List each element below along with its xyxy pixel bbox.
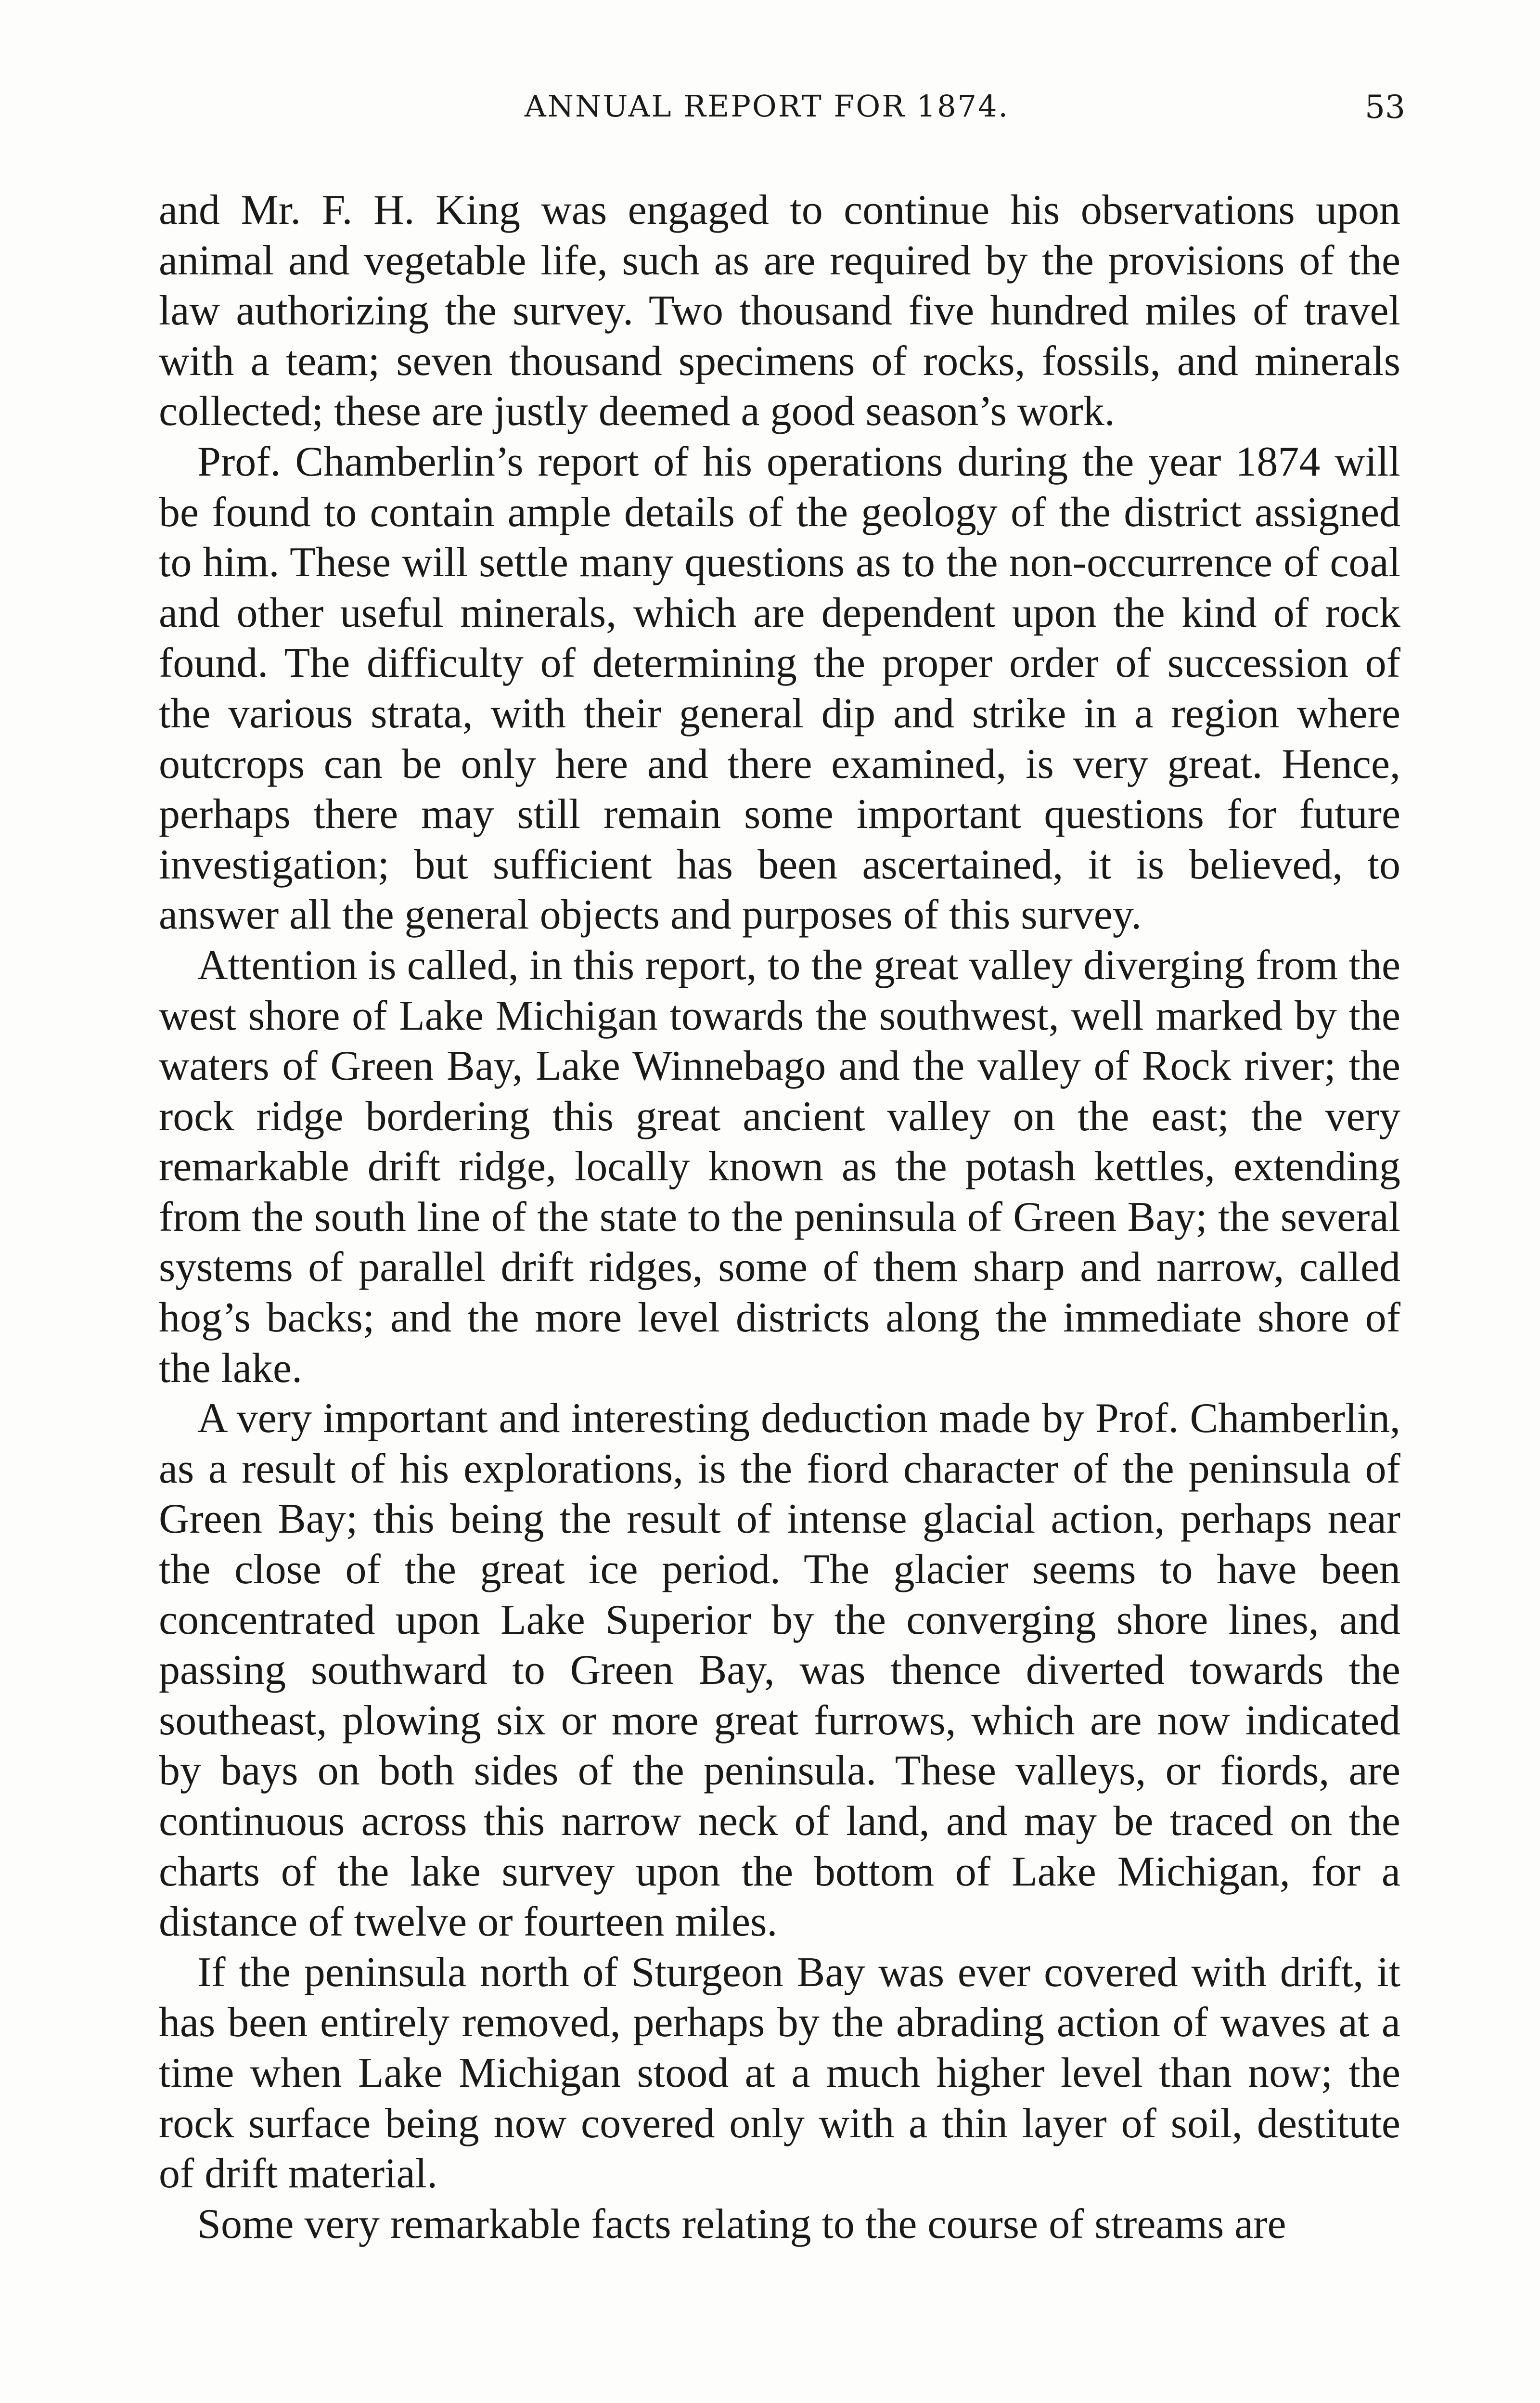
paragraph-fiord-deduction: A very important and interesting deduction made by Prof. Chamberlin, as a result of his explorations, is the fiord character of the peninsula of Green Bay; this being the result of intense glacial action, perhaps near the close of the great ice period. The glacier seems to have been concentrated upon Lake Superior by the converging shore lines, and passing southward to Green Bay, was thence diverted towards the southeast, plowing six or more great furrows, which are now indicated by bays on both sides of the peninsula. These valleys, or fiords, are continuous across this narrow neck of land, and may be traced on the charts of the lake survey upon the bottom of Lake Michigan, for a distance of twelve or fourteen miles. [159,1395,1400,1946]
paragraph-streams: Some very remarkable facts relating to the course of streams are [197,2200,1286,2248]
paragraph-chamberlin-report: Prof. Chamberlin’s report of his operations during the year 1874 will be found to contain ample details of the geology of the district assigned to him. These will settle many questions as to the non-occurrence of coal and other useful minerals, which are dependent upon the kind of rock found. The difficulty of determining the proper order of succession of the various strata, with their general dip and strike in a region where outcrops can be only here and there examined, is very great. Hence, perhaps there may still remain some important questions for future investigation; but sufficient has been ascertained, it is believed, to answer all the general objects and purposes of this survey. [159,438,1400,939]
body-text [159,185,1400,2249]
paragraph-great-valley: Attention is called, in this report, to the great valley diverging from the west shore of Lake Michigan towards the southwest, well marked by the waters of Green Bay, Lake Winnebago and the valley of Rock river; the rock ridge bordering this great ancient valley on the east; the very remarkable drift ridge, locally known as the potash kettles, extending from the south line of the state to the peninsula of Green Bay; the several systems of parallel drift ridges, some of them sharp and narrow, called hog’s backs; and the more level districts along the immediate shore of the lake. [159,942,1400,1392]
paragraph-continuation: and Mr. F. H. King was engaged to continue his observations upon animal and vegetable life, such as are required by the provisions of the law authorizing the survey. Two thousand five hundred miles of travel with a team; seven thousand specimens of rocks, fossils, and minerals collected; these are justly deemed a good season’s work. [159,187,1400,435]
running-title: ANNUAL REPORT FOR 1874. [525,89,1010,124]
page-number: 53 [1365,89,1405,126]
paragraph-sturgeon-bay: If the peninsula north of Sturgeon Bay was ever covered with drift, it has been entirely removed, perhaps by the abrading action of waves at a time when Lake Michigan stood at a much higher level than now; the rock surface being now covered only with a thin layer of soil, destitute of drift material. [159,1949,1400,2197]
